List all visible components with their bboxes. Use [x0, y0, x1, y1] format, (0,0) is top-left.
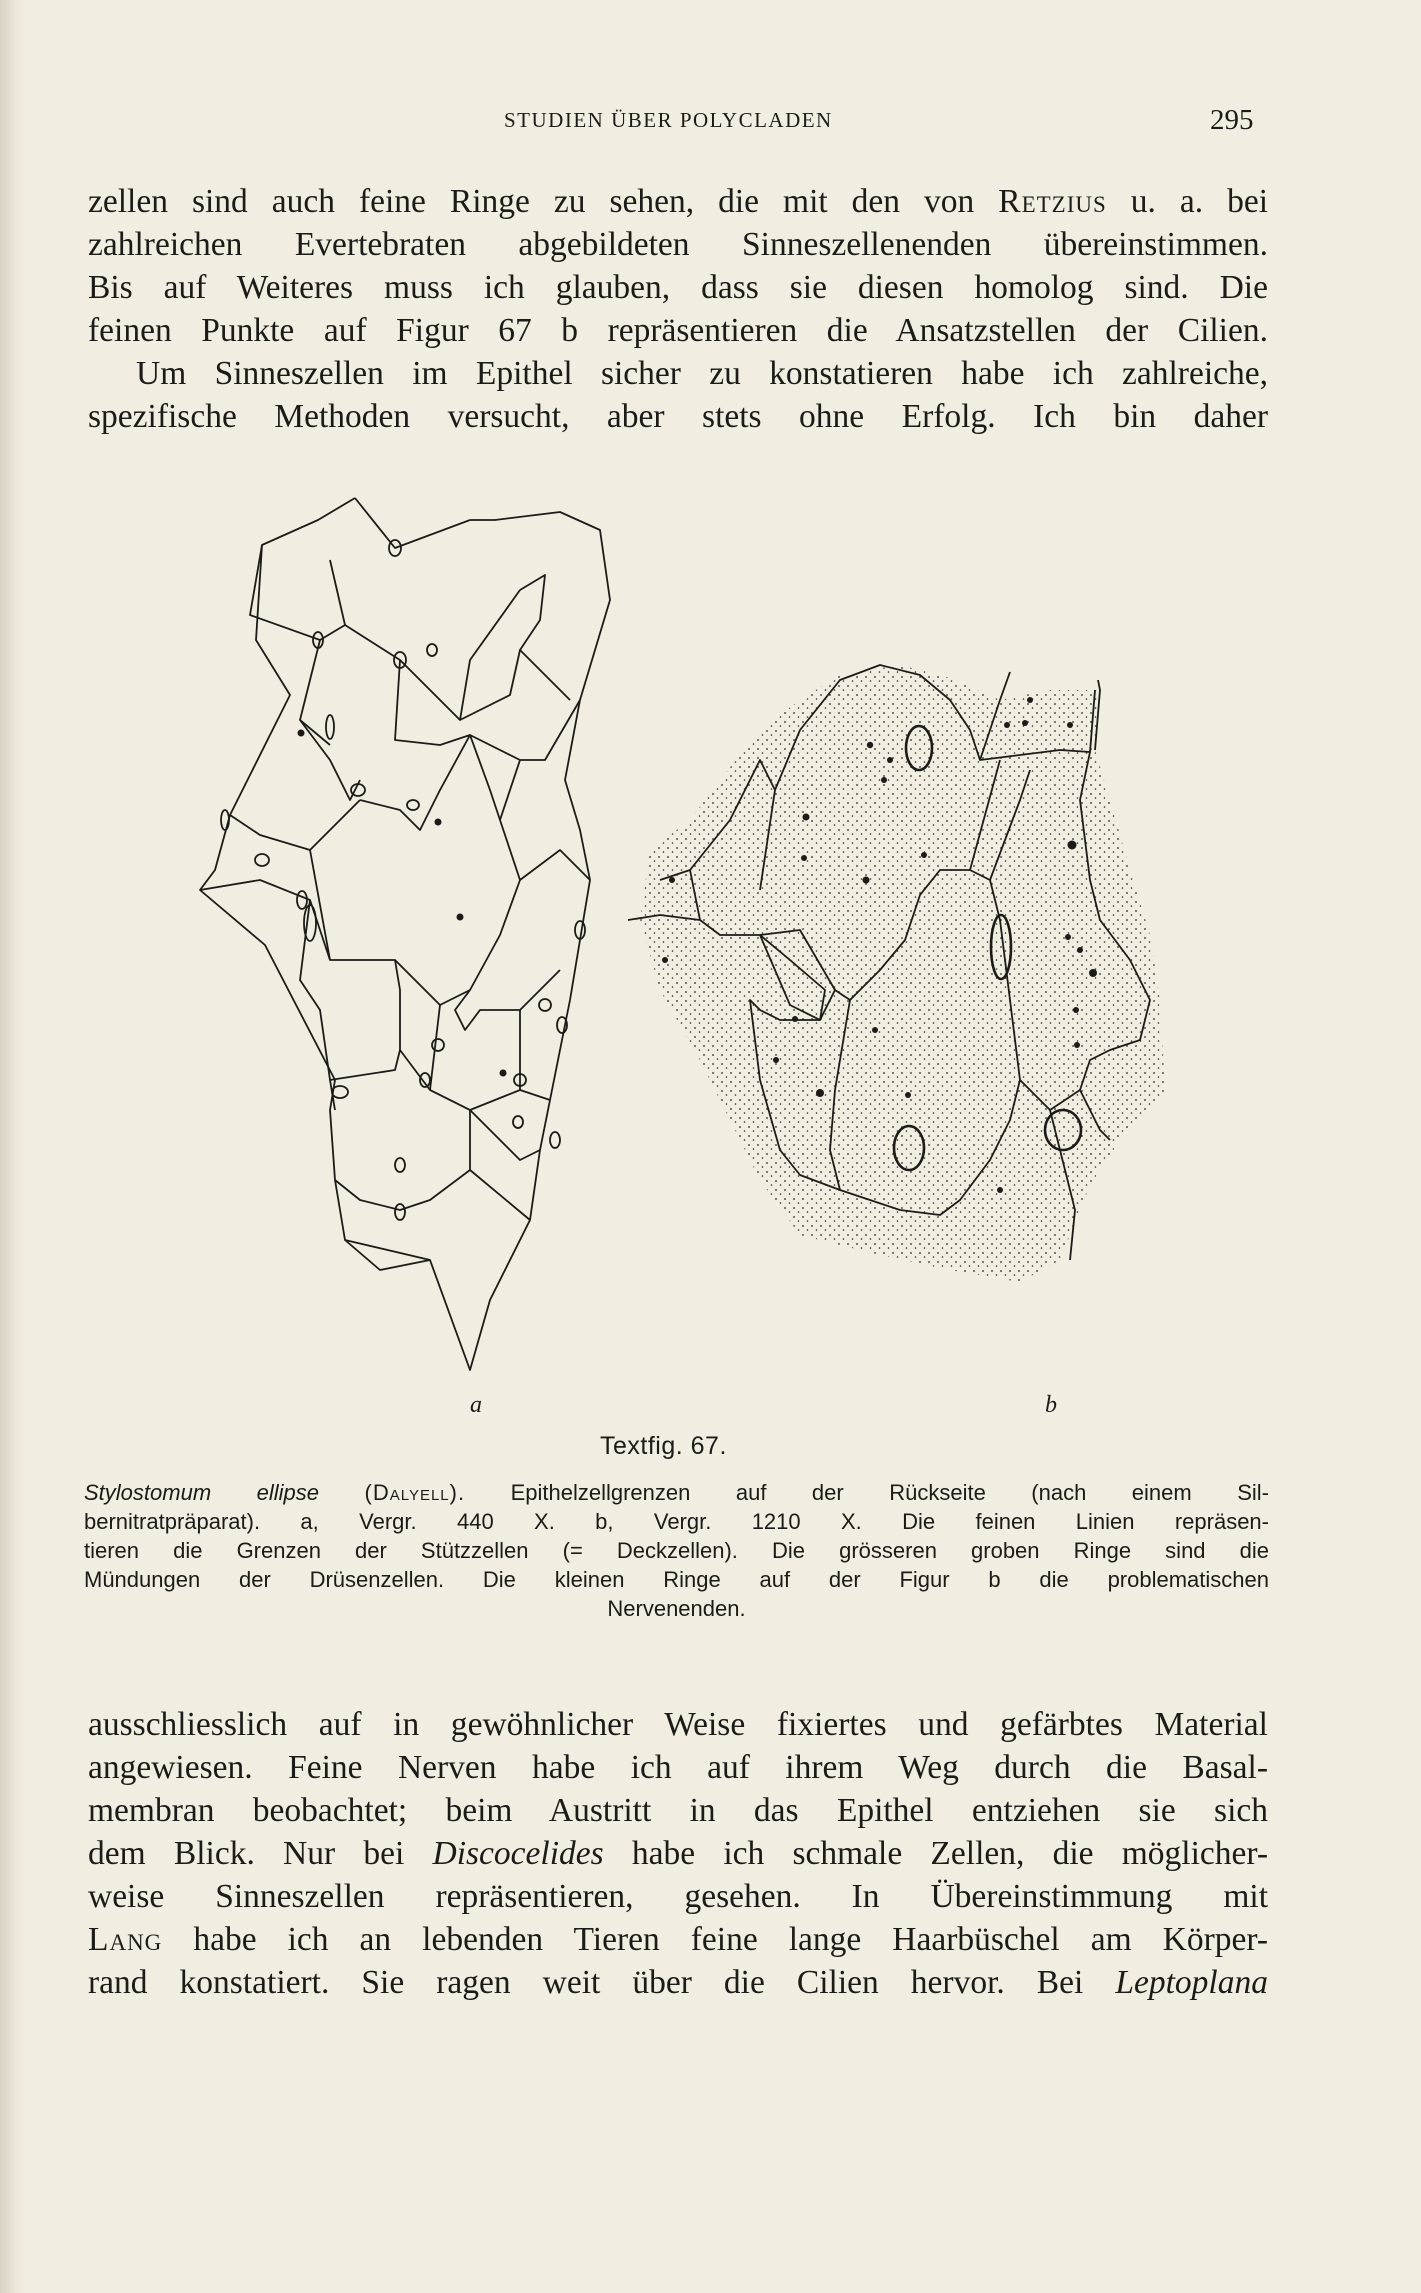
genus-name: Leptoplana — [1115, 1964, 1268, 2001]
caption-line: Mündungen der Drüsenzellen. Die kleinen Ringe auf der Figur b die problematischen — [84, 1567, 1269, 1592]
figure-a-gland-rings — [221, 540, 585, 1220]
figure-b-stippled-field — [640, 665, 1165, 1282]
genus-name: Discocelides — [432, 1835, 604, 1872]
species-author: (Dalyell). — [364, 1480, 466, 1505]
text-line: Lang habe ich an lebenden Tieren feine lange Haarbüschel am Körper- — [88, 1921, 1269, 1958]
page-number: 295 — [1210, 104, 1254, 136]
figure-title: Textfig. 67. — [600, 1432, 727, 1460]
running-title: STUDIEN ÜBER POLYCLADEN — [504, 108, 833, 132]
text-line: weise Sinneszellen repräsentieren, gesehen. In Übereinstimmung mit — [88, 1878, 1268, 1915]
figure-a-small-dots — [298, 730, 507, 1077]
caption-line: tieren die Grenzen der Stützzellen (= Deckzellen). Die grösseren groben Ringe sind die — [84, 1538, 1269, 1563]
caption-line: bernitratpräparat). a, Vergr. 440 X. b, Vergr. 1210 X. Die feinen Linien repräsen- — [84, 1509, 1269, 1534]
bottom-paragraph — [88, 1703, 1268, 2004]
text-line: dem Blick. Nur bei Discocelides habe ich schmale Zellen, die möglicher- — [88, 1835, 1269, 1872]
text-line: angewiesen. Feine Nerven habe ich auf ihrem Weg durch die Basal- — [88, 1749, 1268, 1786]
text-line: zellen sind auch feine Ringe zu sehen, die mit den von Retzius u. a. bei — [88, 183, 1269, 220]
text-line: ausschliesslich auf in gewöhnlicher Weise fixiertes und gefärbtes Material — [88, 1706, 1268, 1743]
text-line: Bis auf Weiteres muss ich glauben, dass sie diesen homolog sind. Die — [88, 269, 1268, 306]
text-line: Um Sinneszellen im Epithel sicher zu konstatieren habe ich zahlreiche, — [136, 355, 1268, 392]
text-line: zahlreichen Evertebraten abgebildeten Sinneszellenenden übereinstimmen. — [88, 226, 1268, 263]
text-line: feinen Punkte auf Figur 67 b repräsentieren die Ansatzstellen der Cilien. — [88, 312, 1268, 349]
text-line: membran beobachtet; beim Austritt in das Epithel entziehen sie sich — [88, 1792, 1268, 1829]
caption-line: Stylostomum ellipse (Dalyell). Epithelzellgrenzen auf der Rückseite (nach einem Sil- — [84, 1480, 1269, 1505]
text-line: spezifische Methoden versucht, aber stets ohne Erfolg. Ich bin daher — [88, 398, 1268, 435]
figure-caption — [84, 1478, 1269, 1623]
text-line: rand konstatiert. Sie ragen weit über die Cilien hervor. Bei Leptoplana — [88, 1964, 1268, 2001]
figure-label-a: a — [470, 1392, 482, 1418]
author-name: Lang — [88, 1921, 163, 1958]
figure-label-b: b — [1045, 1392, 1057, 1418]
figure-a-cell-network — [200, 498, 610, 1370]
author-name: Retzius — [998, 183, 1107, 220]
species-name: Stylostomum ellipse — [84, 1480, 319, 1505]
caption-line: Nervenenden. — [607, 1596, 746, 1621]
